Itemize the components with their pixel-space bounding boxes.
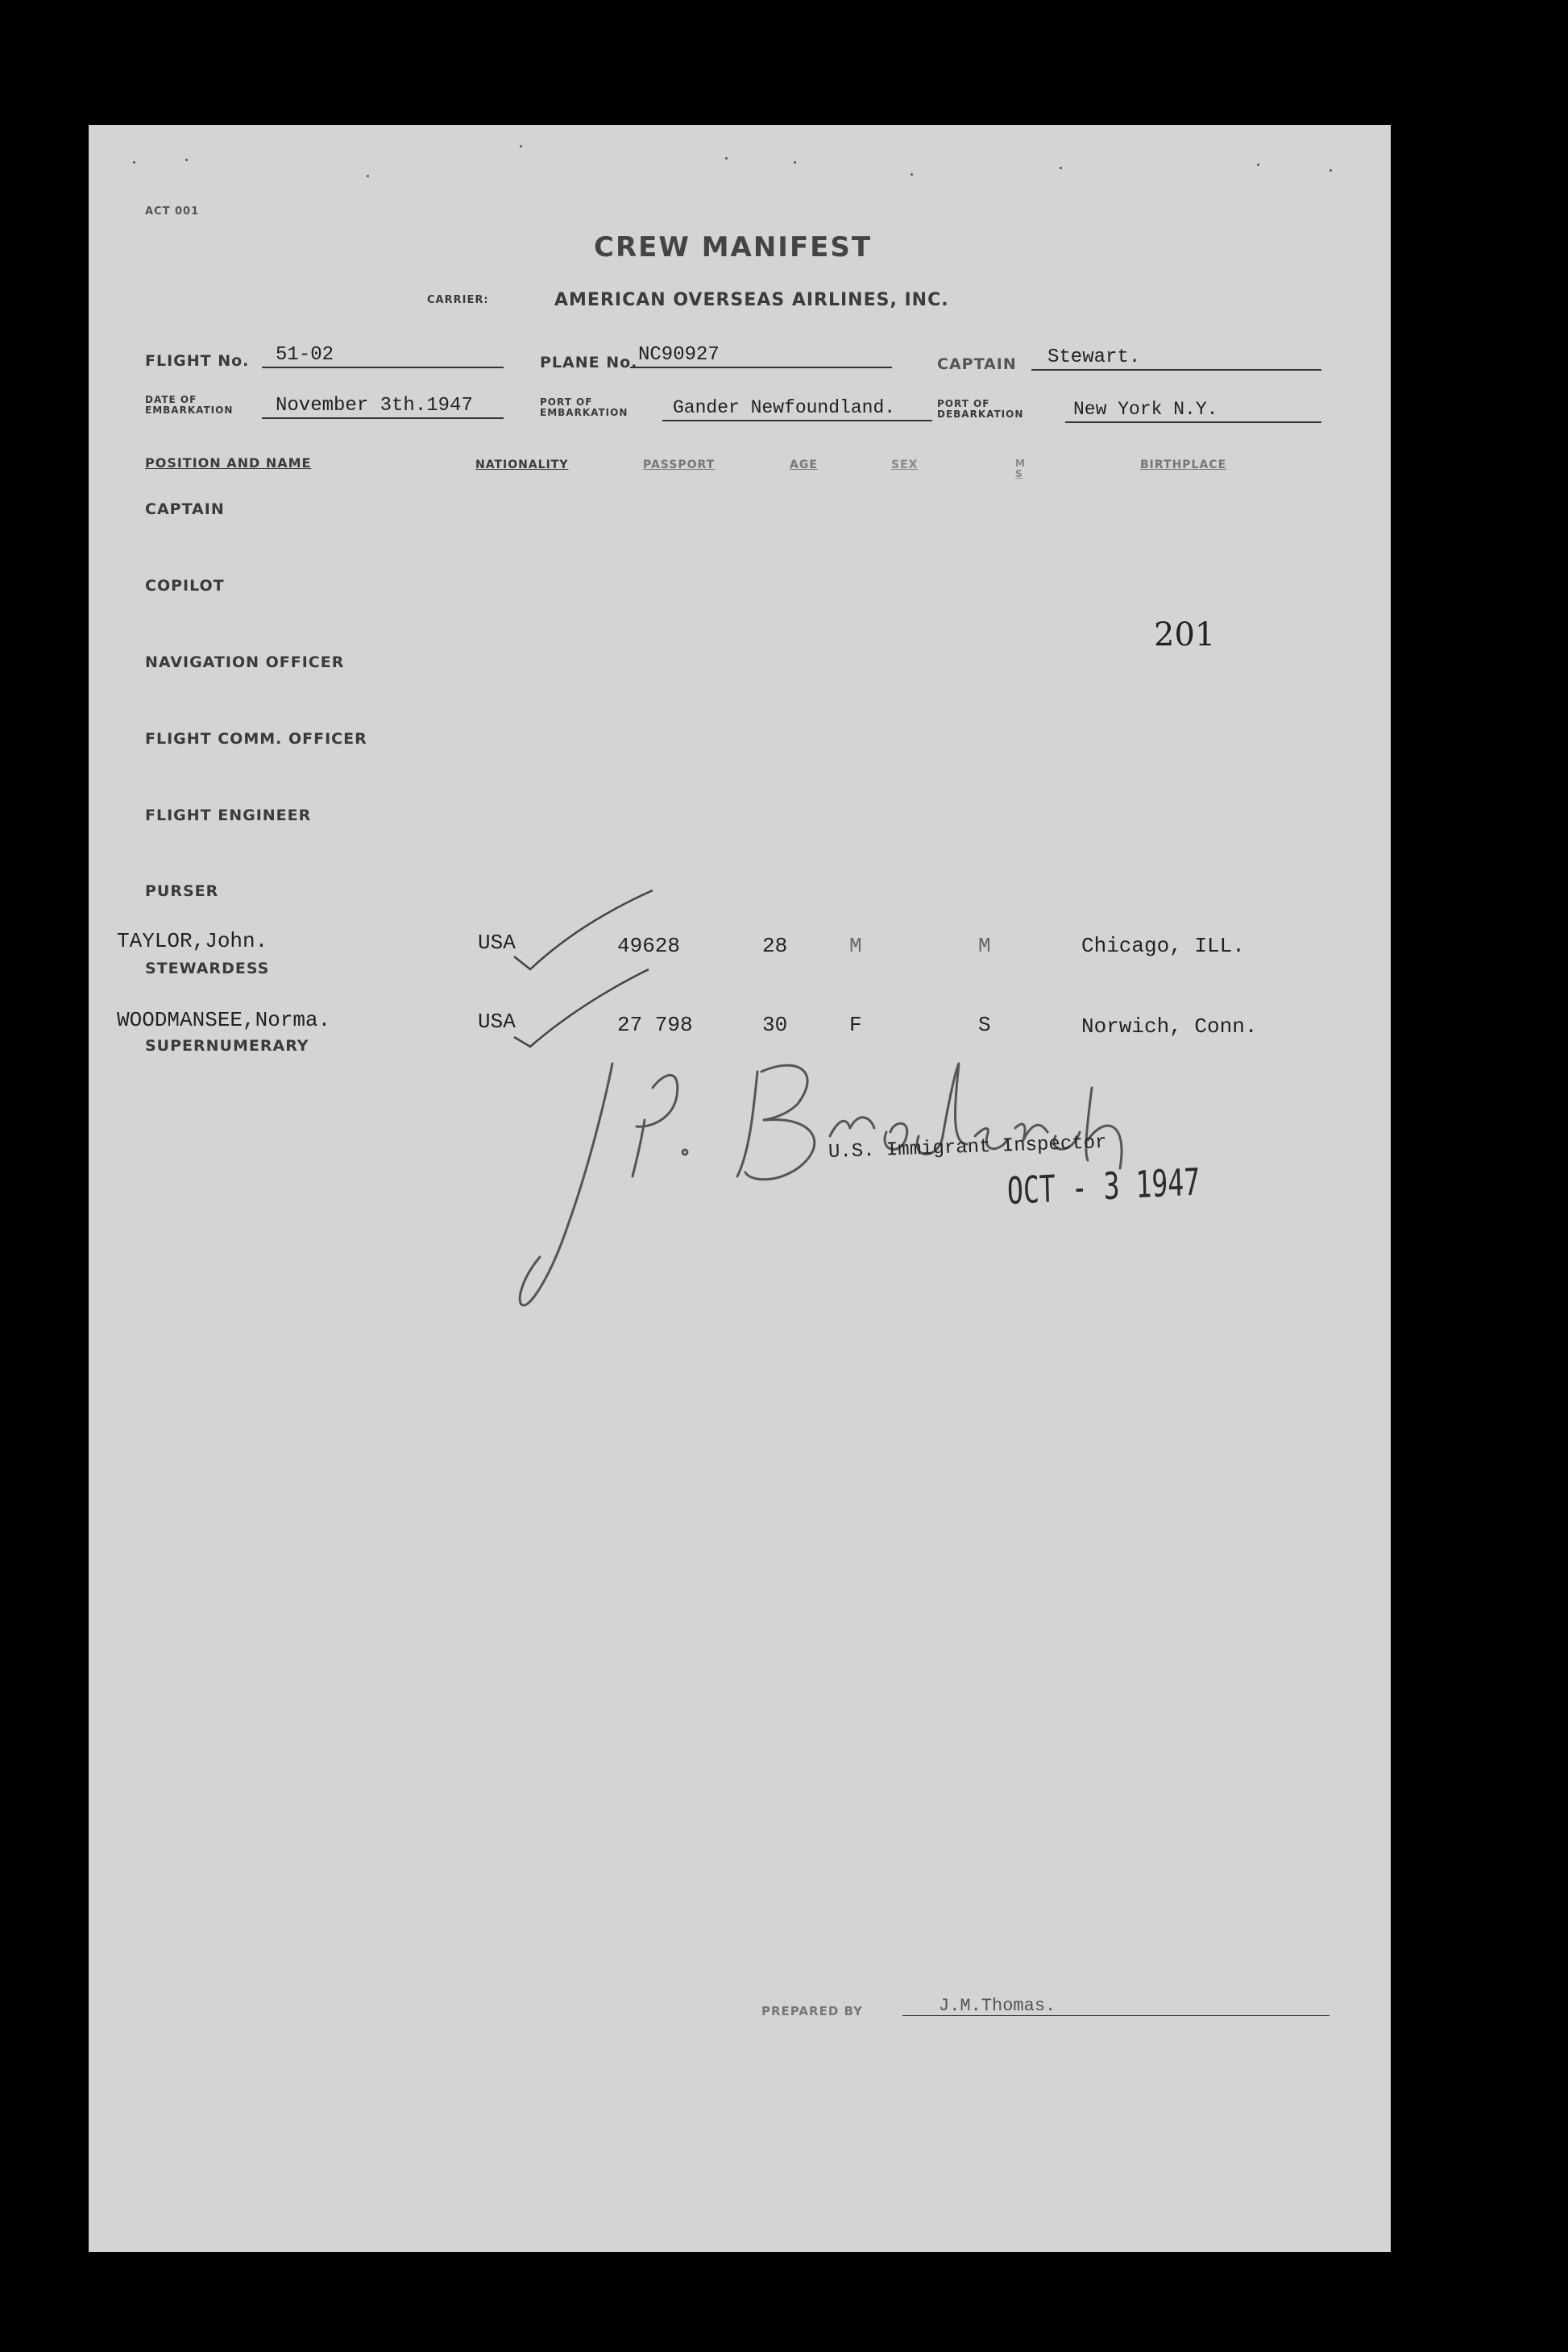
crew-nationality: USA — [478, 1010, 516, 1034]
port-emb-label-top: PORT OF — [540, 396, 593, 408]
col-sex: SEX — [891, 458, 919, 471]
crew-name: WOODMANSEE,Norma. — [117, 1008, 331, 1032]
plane-number: NC90927 — [638, 344, 720, 366]
prepared-by-underline — [902, 2015, 1329, 2016]
crew-marital: M — [978, 934, 991, 958]
col-birthplace: BIRTHPLACE — [1140, 458, 1227, 471]
date-underline — [262, 417, 504, 419]
captain-underline — [1031, 369, 1321, 371]
col-age: AGE — [790, 458, 818, 471]
date-label-bottom: EMBARKATION — [145, 404, 234, 416]
port-embarkation-label — [540, 397, 628, 418]
carrier-name: AMERICAN OVERSEAS AIRLINES, INC. — [554, 290, 949, 310]
col-marital-top: M — [1015, 458, 1026, 469]
form-code: ACT 001 — [145, 205, 200, 218]
speck — [520, 145, 522, 147]
speck — [794, 161, 796, 164]
page-number: 201 — [1154, 616, 1216, 653]
port-deb-label-top: PORT OF — [937, 398, 990, 409]
crew-passport: 49628 — [617, 934, 681, 958]
prepared-by-label: PREPARED BY — [761, 2004, 863, 2018]
port-emb-underline — [662, 420, 932, 421]
crew-age: 30 — [762, 1013, 788, 1037]
captain-label: CAPTAIN — [937, 355, 1017, 373]
crew-age: 28 — [762, 934, 788, 958]
port-deb-label-bottom: DEBARKATION — [937, 409, 1024, 420]
check-mark — [514, 890, 653, 969]
position-flight-comm-officer: FLIGHT COMM. OFFICER — [145, 730, 367, 748]
col-position-name: POSITION AND NAME — [145, 455, 312, 471]
date-label — [145, 395, 233, 416]
crew-birthplace: Chicago, ILL. — [1081, 934, 1245, 958]
port-debarkation-value: New York N.Y. — [1073, 399, 1218, 420]
crew-sex: F — [849, 1013, 862, 1037]
col-marital-bottom: S — [1015, 468, 1023, 479]
manifest-title: CREW MANIFEST — [594, 231, 873, 263]
port-deb-underline — [1065, 421, 1321, 423]
speck — [1060, 167, 1062, 169]
port-debarkation-label — [937, 399, 1023, 420]
date-value: November 3th.1947 — [276, 395, 473, 417]
position-navigation-officer: NAVIGATION OFFICER — [145, 653, 345, 671]
speck — [133, 161, 135, 164]
speck — [185, 159, 188, 161]
flight-number: 51-02 — [276, 344, 334, 366]
prepared-by-name: J.M.Thomas. — [939, 1996, 1056, 2016]
col-marital — [1015, 458, 1026, 479]
speck — [911, 173, 913, 176]
port-emb-label-bottom: EMBARKATION — [540, 407, 628, 418]
position-stewardess: STEWARDESS — [145, 960, 270, 977]
crew-passport: 27 798 — [617, 1013, 693, 1037]
inspector-title: U.S. Immigrant Inspector — [828, 1131, 1107, 1164]
position-flight-engineer: FLIGHT ENGINEER — [145, 807, 312, 824]
speck — [367, 175, 369, 177]
date-stamp: OCT - 3 1947 — [1006, 1159, 1201, 1213]
col-nationality: NATIONALITY — [475, 458, 569, 471]
flight-underline — [262, 367, 504, 368]
crew-nationality: USA — [478, 931, 516, 955]
crew-sex: M — [849, 934, 862, 958]
speck — [725, 157, 728, 160]
crew-name: TAYLOR,John. — [117, 929, 268, 953]
manifest-sheet — [89, 125, 1391, 2252]
speck — [1329, 169, 1332, 172]
position-captain: CAPTAIN — [145, 500, 225, 518]
plane-label: PLANE No. — [540, 354, 638, 371]
plane-underline — [630, 367, 892, 368]
position-copilot: COPILOT — [145, 577, 225, 595]
col-passport: PASSPORT — [643, 458, 716, 471]
position-purser: PURSER — [145, 882, 219, 900]
crew-birthplace: Norwich, Conn. — [1081, 1014, 1258, 1039]
speck — [1257, 164, 1259, 166]
crew-marital: S — [978, 1013, 991, 1037]
position-supernumerary: SUPERNUMERARY — [145, 1037, 309, 1055]
captain-name: Stewart. — [1047, 346, 1141, 368]
flight-label: FLIGHT No. — [145, 352, 250, 370]
date-label-top: DATE OF — [145, 394, 197, 405]
carrier-label: CARRIER: — [427, 294, 489, 306]
check-mark — [514, 969, 649, 1047]
port-embarkation-value: Gander Newfoundland. — [673, 397, 896, 418]
